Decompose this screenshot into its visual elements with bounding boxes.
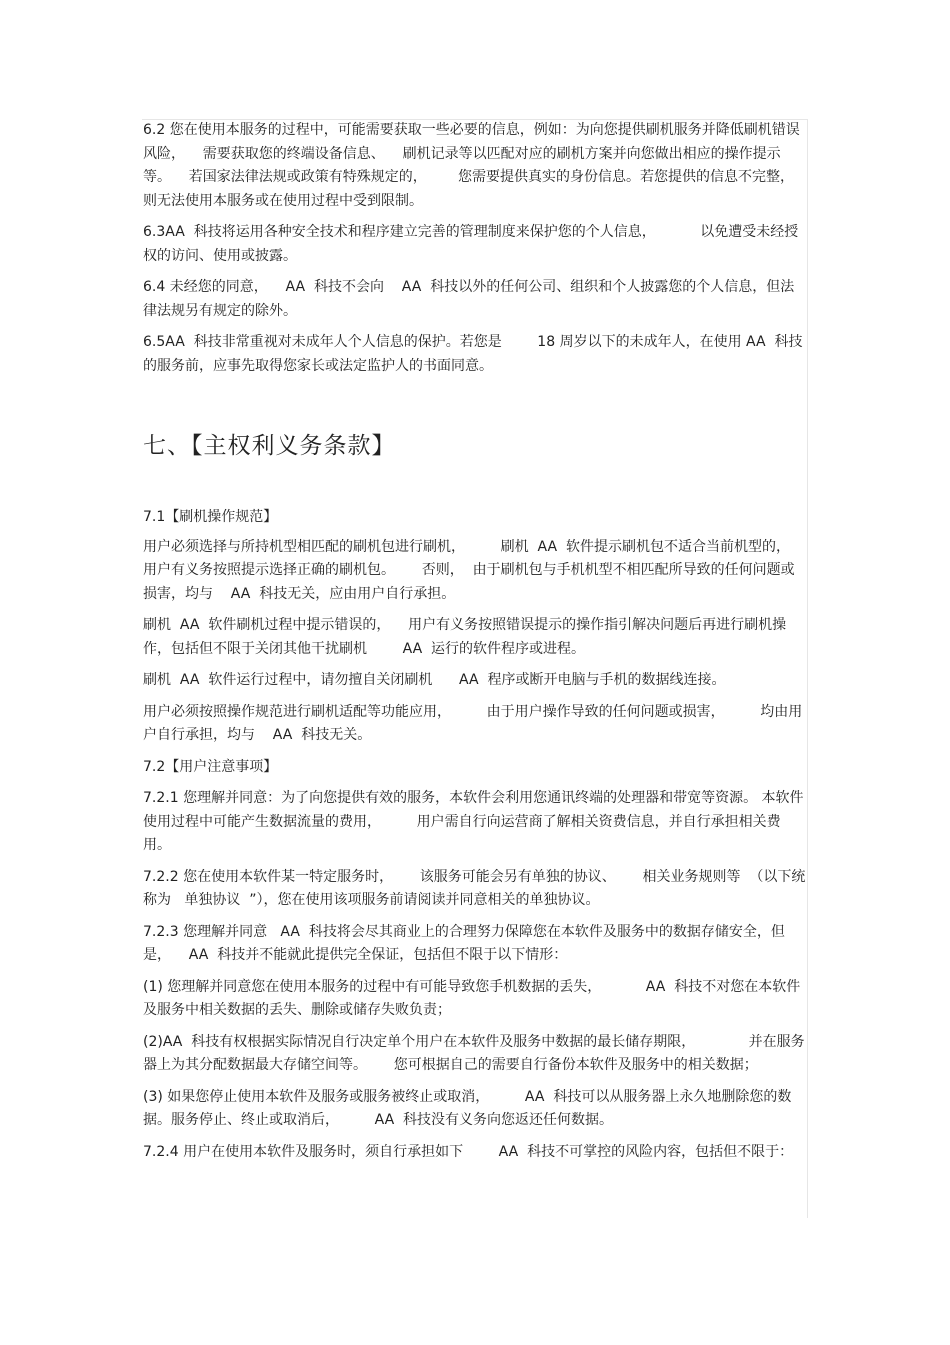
paragraph-7-1-a: 用户必须选择与所持机型相匹配的刷机包进行刷机， 刷机 AA 软件提示刷机包不适合当前机型的， 用户有义务按照提示选择正确的刷机包。 否则， 由于刷机包与手机机型不相匹配所导致的任何问题或损害，均与 AA 科技无关，应由用户自行承担。 [143,538,799,602]
paragraph-7-2-3-2: (2)AA 科技有权根据实际情况自行决定单个用户在本软件及服务中数据的最长储存期限， 并在服务器上为其分配数据最大存储空间等。 您可根据自己的需要自行备份本软件及服务中的相关数据； [143,1033,805,1073]
paragraph-7-1-b: 刷机 AA 软件刷机过程中提示错误的， 用户有义务按照错误提示的操作指引解决问题后再进行刷机操作，包括但不限于关闭其他干扰刷机 AA 运行的软件程序或进程。 [143,617,787,657]
paragraph-6-5: 6.5AA 科技非常重视对未成年人个人信息的保护。若您是 18 周岁以下的未成年人，在使用 AA 科技的服务前，应事先取得您家长或法定监护人的书面同意。 [143,334,803,374]
paragraph-7-1-d: 用户必须按照操作规范进行刷机适配等功能应用， 由于用户操作导致的任何问题或损害， 均由用户自行承担，均与 AA 科技无关。 [143,703,803,743]
paragraph-7-1-c: 刷机 AA 软件运行过程中，请勿擅自关闭刷机 AA 程序或断开电脑与手机的数据线连接。 [143,672,726,688]
paragraph-7-2-3-3: (3) 如果您停止使用本软件及服务或服务被终止或取消， AA 科技可以从服务器上永久地删除您的数据。服务停止、终止或取消后， AA 科技没有义务向您返还任何数据。 [143,1088,792,1128]
paragraph-6-2: 6.2 您在使用本服务的过程中，可能需要获取一些必要的信息，例如：为向您提供刷机服务并降低刷机错误风险， 需要获取您的终端设备信息、 刷机记录等以匹配对应的刷机方案并向您做出相应的操作提示等。 若国家法律法规或政策有特殊规定的， 您需要提供真实的身份信息。若您提供的信息不完整，则无法使用本服务或在使用过程中受到限制。 [143,122,800,209]
document-body [143,119,807,1164]
paragraph-7-2-2: 7.2.2 您在使用本软件某一特定服务时， 该服务可能会另有单独的协议、 相关业务规则等 （以下统称为 单独协议 ”），您在使用该项服务前请阅读并同意相关的单独协议。 [143,868,806,908]
paragraph-7-2-1: 7.2.1 您理解并同意：为了向您提供有效的服务，本软件会利用您通讯终端的处理器和带宽等资源。 本软件使用过程中可能产生数据流量的费用， 用户需自行向运营商了解相关资费信息，并自行承担相关费用。 [143,790,804,853]
paragraph-6-3: 6.3AA 科技将运用各种安全技术和程序建立完善的管理制度来保护您的个人信息， 以免遭受未经授权的访问、使用或披露。 [143,224,799,264]
paragraph-6-4: 6.4 未经您的同意， AA 科技不会向 AA 科技以外的任何公司、组织和个人披露您的个人信息，但法律法规另有规定的除外。 [143,279,795,319]
subheading-7-1: 7.1【刷机操作规范】 [143,509,278,525]
paragraph-7-2-3: 7.2.3 您理解并同意 AA 科技将会尽其商业上的合理努力保障您在本软件及服务中的数据存储安全，但是， AA 科技并不能就此提供完全保证，包括但不限于以下情形： [143,923,785,963]
paragraph-7-2-4: 7.2.4 用户在使用本软件及服务时，须自行承担如下 AA 科技不可掌控的风险内容，包括但不限于： [143,1143,794,1160]
paragraph-7-2-3-1: (1) 您理解并同意您在使用本服务的过程中有可能导致您手机数据的丢失， AA 科技不对您在本软件及服务中相关数据的丢失、删除或储存失败负责； [143,978,801,1018]
section-heading-7: 七、【主权利义务条款】 [143,433,396,459]
subheading-7-2: 7.2【用户注意事项】 [143,758,278,775]
